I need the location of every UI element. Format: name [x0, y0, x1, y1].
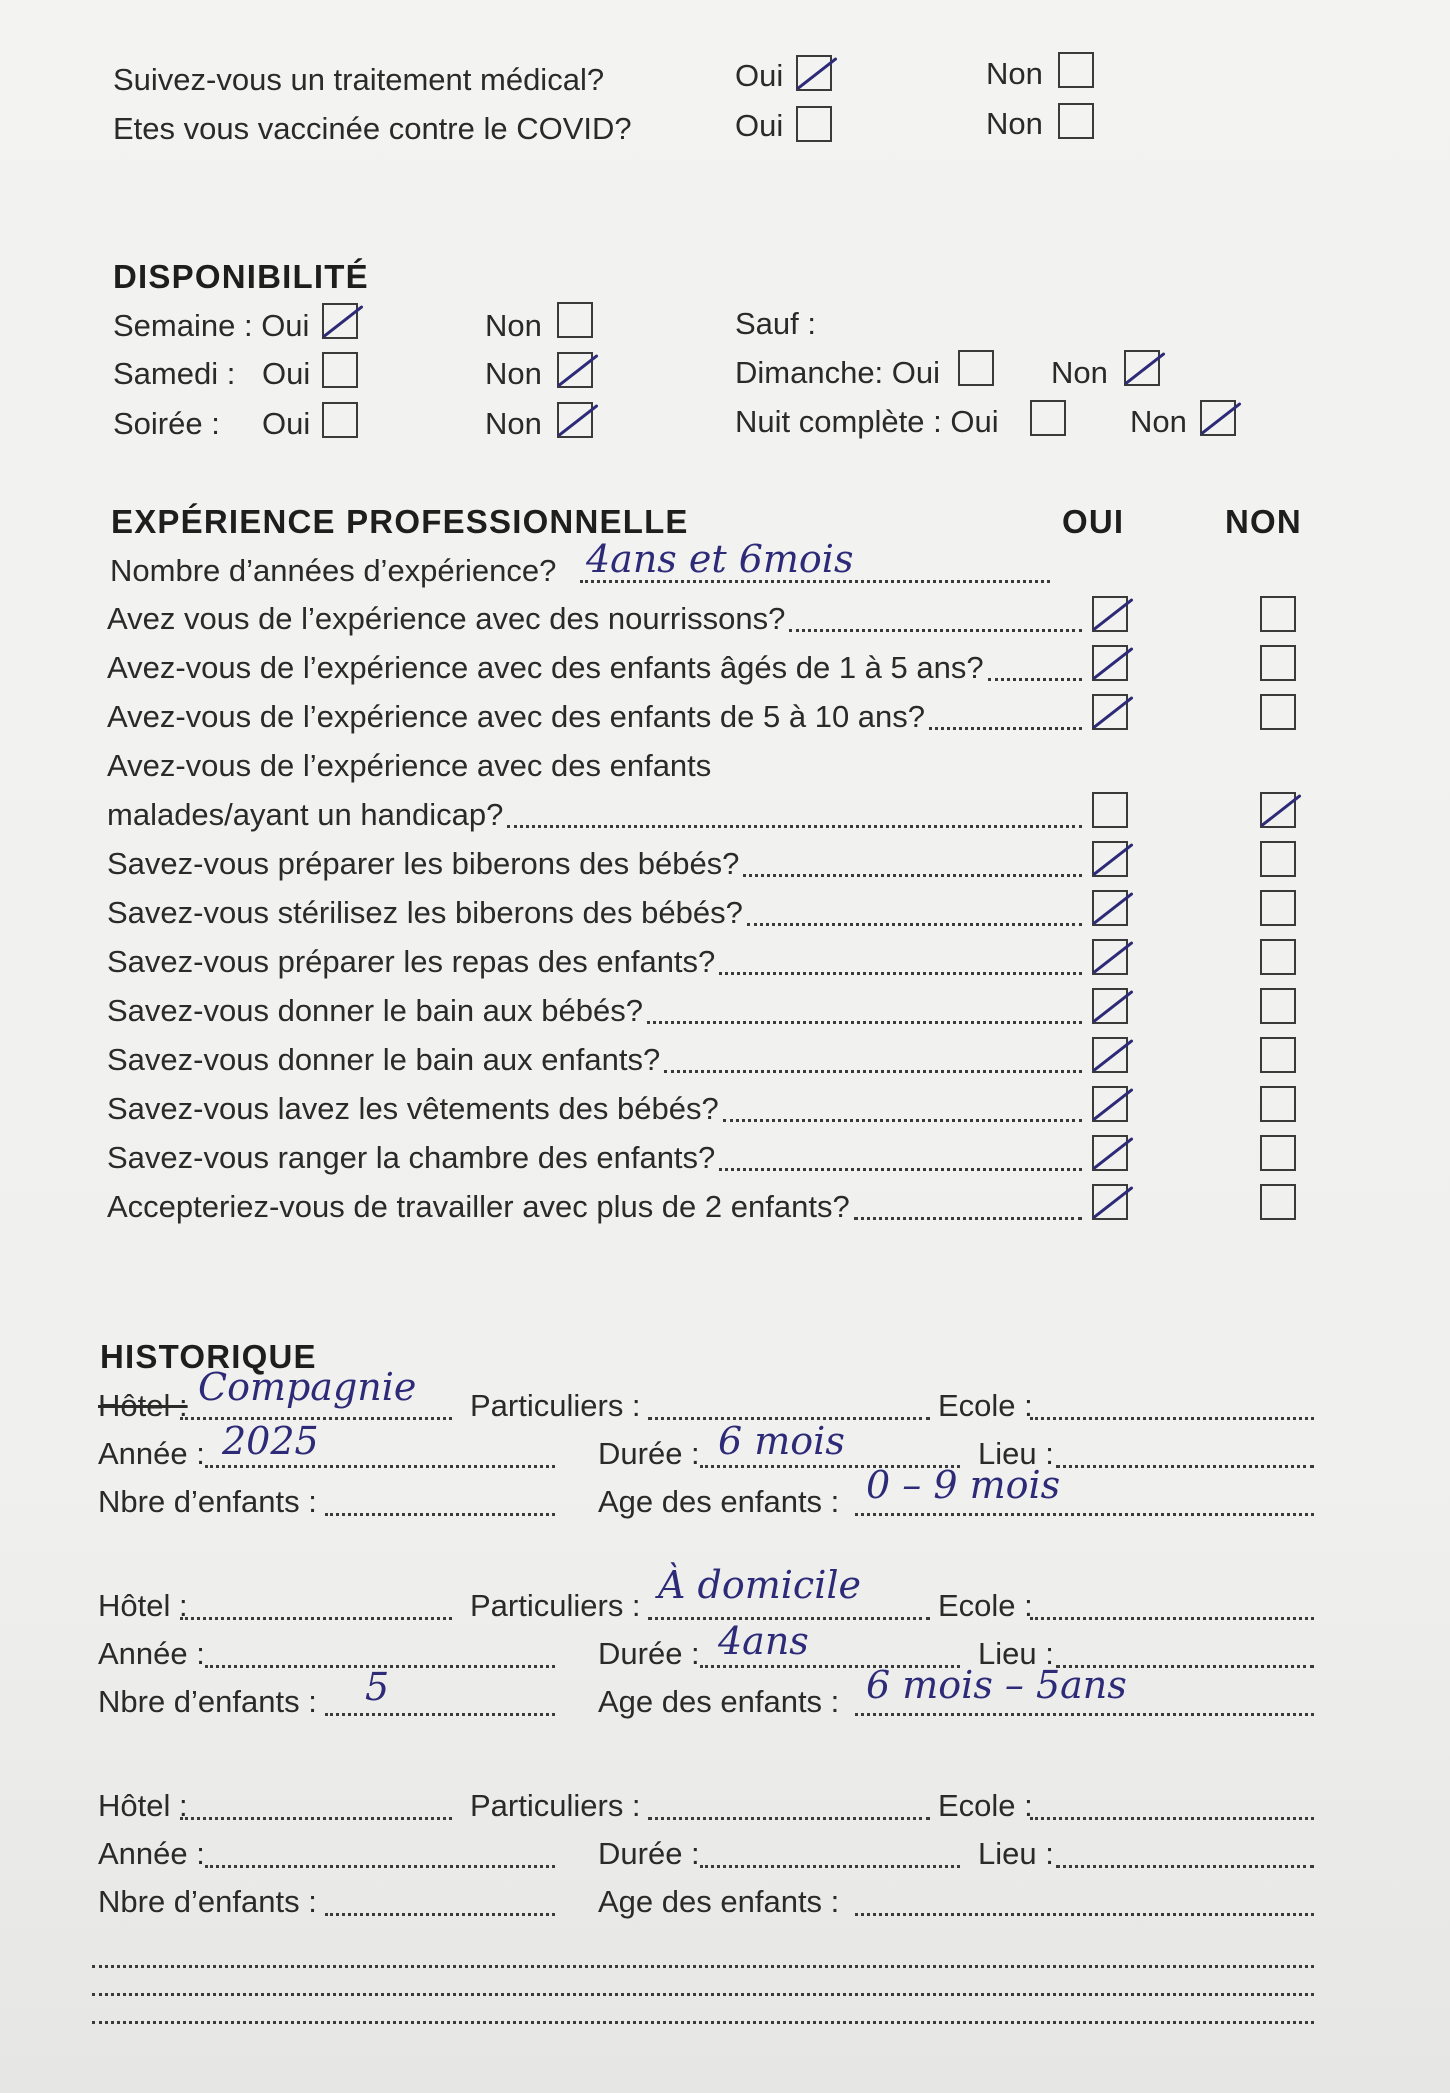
- historique-3-age-label: Age des enfants :: [598, 1884, 840, 1919]
- samedi-non-label: Non: [485, 356, 542, 391]
- historique-3-ecole-label: Ecole :: [938, 1788, 1033, 1823]
- question-1-non-checkbox[interactable]: [1260, 596, 1296, 632]
- historique-2-annee-label: Année :: [98, 1636, 205, 1671]
- notes-line-2[interactable]: [92, 1993, 1314, 1996]
- nuit-non-checkbox[interactable]: [1200, 400, 1236, 436]
- question-8-oui-checkbox[interactable]: [1092, 988, 1128, 1024]
- historique-2-age-value[interactable]: 6 mois – 5ans: [866, 1663, 1127, 1707]
- historique-1-nbre-label: Nbre d’enfants :: [98, 1484, 317, 1519]
- medical-non-checkbox[interactable]: [1058, 52, 1094, 88]
- dimanche-label: Dimanche: Oui: [735, 355, 941, 390]
- question-12-non-checkbox[interactable]: [1260, 1184, 1296, 1220]
- historique-2-lieu-label: Lieu :: [978, 1636, 1054, 1671]
- question-5-label: Savez-vous préparer les biberons des bébés?: [107, 846, 740, 881]
- question-12-oui-checkbox[interactable]: [1092, 1184, 1128, 1220]
- historique-2-hotel-label: Hôtel :: [98, 1588, 188, 1623]
- historique-1-age-line[interactable]: [855, 1513, 1314, 1516]
- question-8-non-checkbox[interactable]: [1260, 988, 1296, 1024]
- notes-line-1[interactable]: [92, 1965, 1314, 1968]
- soiree-non-label: Non: [485, 406, 542, 441]
- question-2-label: Avez-vous de l’expérience avec des enfants âgés de 1 à 5 ans?: [107, 650, 984, 685]
- question-3-non-checkbox[interactable]: [1260, 694, 1296, 730]
- question-9-oui-checkbox[interactable]: [1092, 1037, 1128, 1073]
- column-oui-heading: OUI: [1062, 503, 1125, 540]
- experience-heading: EXPÉRIENCE PROFESSIONNELLE: [111, 503, 689, 540]
- historique-2-particuliers-value[interactable]: À domicile: [658, 1563, 861, 1607]
- question-10-non-checkbox[interactable]: [1260, 1086, 1296, 1122]
- historique-1-hotel-value[interactable]: Compagnie: [198, 1365, 417, 1409]
- covid-non-label: Non: [986, 106, 1043, 141]
- question-11-label: Savez-vous ranger la chambre des enfants?: [107, 1140, 716, 1175]
- question-10-dot-leader: [723, 1119, 1082, 1122]
- years-experience-label: Nombre d’années d’expérience?: [110, 553, 557, 588]
- dimanche-oui-checkbox[interactable]: [958, 350, 994, 386]
- question-3-dot-leader: [929, 727, 1082, 730]
- question-medical-label: Suivez-vous un traitement médical?: [113, 62, 605, 97]
- historique-2-age-line[interactable]: [855, 1713, 1314, 1716]
- question-4-non-checkbox[interactable]: [1260, 792, 1296, 828]
- historique-1-ecole-line[interactable]: [1030, 1417, 1314, 1420]
- nuit-label: Nuit complète : Oui: [735, 404, 999, 439]
- question-7-dot-leader: [719, 972, 1082, 975]
- question-6-oui-checkbox[interactable]: [1092, 890, 1128, 926]
- historique-3-nbre-label: Nbre d’enfants :: [98, 1884, 317, 1919]
- samedi-oui-checkbox[interactable]: [322, 352, 358, 388]
- historique-1-duree-label: Durée :: [598, 1436, 700, 1471]
- historique-3-lieu-line[interactable]: [1056, 1865, 1314, 1868]
- historique-1-ecole-label: Ecole :: [938, 1388, 1033, 1423]
- question-11-non-checkbox[interactable]: [1260, 1135, 1296, 1171]
- historique-3-annee-label: Année :: [98, 1836, 205, 1871]
- question-1-dot-leader: [789, 629, 1082, 632]
- covid-oui-label: Oui: [735, 108, 784, 143]
- question-5-non-checkbox[interactable]: [1260, 841, 1296, 877]
- samedi-label: Samedi :: [113, 356, 236, 391]
- historique-1-age-label: Age des enfants :: [598, 1484, 840, 1519]
- historique-2-ecole-line[interactable]: [1030, 1617, 1314, 1620]
- historique-3-particuliers-label: Particuliers :: [470, 1788, 641, 1823]
- historique-3-hotel-line[interactable]: [180, 1817, 452, 1820]
- historique-3-particuliers-line[interactable]: [648, 1817, 930, 1820]
- nuit-oui-checkbox[interactable]: [1030, 400, 1066, 436]
- soiree-label: Soirée :: [113, 406, 220, 441]
- historique-heading: HISTORIQUE: [100, 1338, 317, 1375]
- historique-3-duree-line[interactable]: [700, 1865, 960, 1868]
- historique-1-particuliers-label: Particuliers :: [470, 1388, 641, 1423]
- medical-oui-checkbox[interactable]: [796, 55, 832, 91]
- historique-2-nbre-line[interactable]: [325, 1713, 555, 1716]
- historique-3-ecole-line[interactable]: [1030, 1817, 1314, 1820]
- historique-1-annee-label: Année :: [98, 1436, 205, 1471]
- historique-1-duree-value[interactable]: 6 mois: [718, 1419, 845, 1463]
- question-5-dot-leader: [743, 874, 1082, 877]
- question-7-label: Savez-vous préparer les repas des enfants?: [107, 944, 716, 979]
- soiree-oui-label: Oui: [262, 406, 311, 441]
- dimanche-non-checkbox[interactable]: [1124, 350, 1160, 386]
- covid-non-checkbox[interactable]: [1058, 103, 1094, 139]
- soiree-non-checkbox[interactable]: [557, 402, 593, 438]
- years-experience-value[interactable]: 4ans et 6mois: [586, 537, 854, 581]
- historique-2-particuliers-label: Particuliers :: [470, 1588, 641, 1623]
- historique-3-age-line[interactable]: [855, 1913, 1314, 1916]
- historique-1-hotel-label: Hôtel :: [98, 1388, 188, 1423]
- dimanche-non-label: Non: [1051, 355, 1108, 390]
- medical-oui-label: Oui: [735, 58, 784, 93]
- question-11-oui-checkbox[interactable]: [1092, 1135, 1128, 1171]
- question-8-label: Savez-vous donner le bain aux bébés?: [107, 993, 643, 1028]
- question-6-non-checkbox[interactable]: [1260, 890, 1296, 926]
- question-4-oui-checkbox[interactable]: [1092, 792, 1128, 828]
- notes-line-3[interactable]: [92, 2021, 1314, 2024]
- historique-2-duree-value[interactable]: 4ans: [718, 1619, 809, 1663]
- historique-2-nbre-label: Nbre d’enfants :: [98, 1684, 317, 1719]
- question-4-label: malades/ayant un handicap?: [107, 797, 504, 832]
- historique-1-annee-value[interactable]: 2025: [222, 1419, 319, 1463]
- question-4-label-line1: Avez-vous de l’expérience avec des enfants: [107, 748, 712, 783]
- question-11-dot-leader: [719, 1168, 1082, 1171]
- historique-2-duree-label: Durée :: [598, 1636, 700, 1671]
- disponibilite-heading: DISPONIBILITÉ: [113, 258, 369, 295]
- historique-2-hotel-line[interactable]: [180, 1617, 452, 1620]
- question-3-label: Avez-vous de l’expérience avec des enfants de 5 à 10 ans?: [107, 699, 926, 734]
- semaine-non-checkbox[interactable]: [557, 302, 593, 338]
- question-8-dot-leader: [647, 1021, 1082, 1024]
- question-covid-label: Etes vous vaccinée contre le COVID?: [113, 111, 632, 146]
- question-10-oui-checkbox[interactable]: [1092, 1086, 1128, 1122]
- historique-1-annee-line[interactable]: [205, 1465, 555, 1468]
- covid-oui-checkbox[interactable]: [796, 106, 832, 142]
- historique-3-duree-label: Durée :: [598, 1836, 700, 1871]
- question-2-dot-leader: [988, 678, 1082, 681]
- question-10-label: Savez-vous lavez les vêtements des bébés?: [107, 1091, 719, 1126]
- question-1-oui-checkbox[interactable]: [1092, 596, 1128, 632]
- historique-1-nbre-line[interactable]: [325, 1513, 555, 1516]
- soiree-oui-checkbox[interactable]: [322, 402, 358, 438]
- question-9-non-checkbox[interactable]: [1260, 1037, 1296, 1073]
- question-6-label: Savez-vous stérilisez les biberons des bébés?: [107, 895, 743, 930]
- semaine-label: Semaine : Oui: [113, 308, 310, 343]
- question-5-oui-checkbox[interactable]: [1092, 841, 1128, 877]
- column-non-heading: NON: [1225, 503, 1302, 540]
- question-6-dot-leader: [747, 923, 1082, 926]
- semaine-non-label: Non: [485, 308, 542, 343]
- question-7-oui-checkbox[interactable]: [1092, 939, 1128, 975]
- historique-1-lieu-label: Lieu :: [978, 1436, 1054, 1471]
- question-2-non-checkbox[interactable]: [1260, 645, 1296, 681]
- historique-3-annee-line[interactable]: [205, 1865, 555, 1868]
- question-12-dot-leader: [854, 1217, 1082, 1220]
- question-7-non-checkbox[interactable]: [1260, 939, 1296, 975]
- semaine-oui-checkbox[interactable]: [322, 303, 358, 339]
- historique-2-nbre-value[interactable]: 5: [365, 1665, 390, 1709]
- historique-3-hotel-label: Hôtel :: [98, 1788, 188, 1823]
- sauf-label: Sauf :: [735, 306, 816, 341]
- historique-3-lieu-label: Lieu :: [978, 1836, 1054, 1871]
- question-4-dot-leader: [507, 825, 1082, 828]
- nuit-non-label: Non: [1130, 404, 1187, 439]
- samedi-oui-label: Oui: [262, 356, 311, 391]
- historique-2-age-label: Age des enfants :: [598, 1684, 840, 1719]
- question-12-label: Accepteriez-vous de travailler avec plus de 2 enfants?: [107, 1189, 850, 1224]
- question-1-label: Avez vous de l’expérience avec des nourrissons?: [107, 601, 786, 636]
- question-3-oui-checkbox[interactable]: [1092, 694, 1128, 730]
- medical-non-label: Non: [986, 56, 1043, 91]
- historique-1-lieu-line[interactable]: [1056, 1465, 1314, 1468]
- question-2-oui-checkbox[interactable]: [1092, 645, 1128, 681]
- question-9-dot-leader: [664, 1070, 1082, 1073]
- historique-1-age-value[interactable]: 0 – 9 mois: [866, 1463, 1061, 1507]
- question-9-label: Savez-vous donner le bain aux enfants?: [107, 1042, 661, 1077]
- samedi-non-checkbox[interactable]: [557, 352, 593, 388]
- historique-3-nbre-line[interactable]: [325, 1913, 555, 1916]
- historique-2-ecole-label: Ecole :: [938, 1588, 1033, 1623]
